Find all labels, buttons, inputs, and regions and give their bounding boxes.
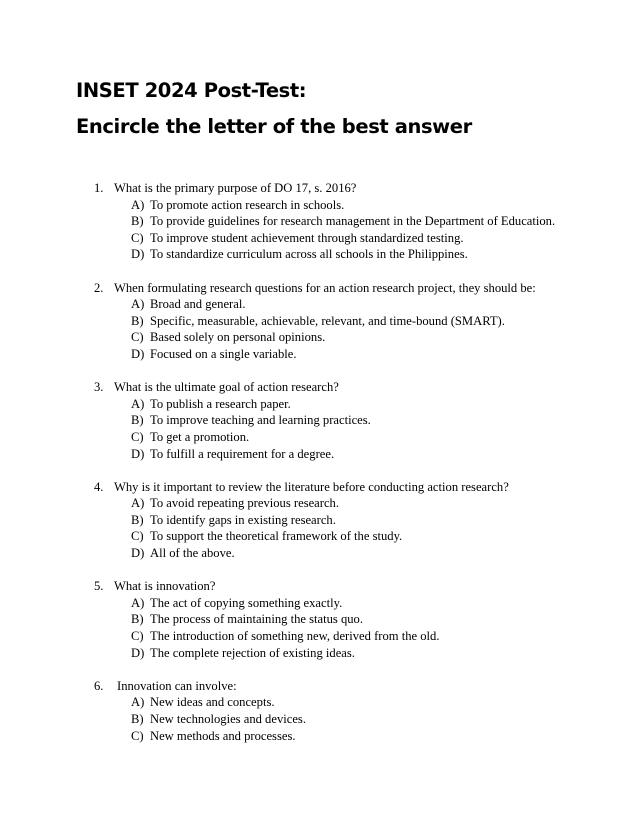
answer-option [0, 694, 638, 711]
option-text: Based solely on personal opinions. [150, 330, 326, 345]
question-number: 6. [94, 678, 104, 693]
answer-option [0, 545, 638, 562]
answer-option [0, 246, 638, 263]
answer-option [0, 329, 638, 346]
question-list [0, 180, 638, 761]
answer-option [0, 346, 638, 363]
option-letter: A) [131, 496, 145, 511]
option-letter: D) [131, 446, 145, 461]
option-text: New technologies and devices. [150, 712, 306, 726]
option-letter: B) [131, 413, 144, 428]
option-letter: C) [131, 529, 144, 544]
question-stem [0, 379, 638, 396]
question-number: 4. [94, 479, 104, 494]
question-stem [0, 678, 638, 695]
option-text: The introduction of something new, derived from the old. [150, 629, 440, 644]
question-text: Innovation can involve: [117, 678, 237, 693]
answer-option [0, 412, 638, 429]
option-text: Broad and general. [150, 297, 246, 312]
answer-option [0, 313, 638, 330]
question-stem [0, 578, 638, 595]
question-number: 1. [94, 181, 104, 195]
option-letter: B) [131, 612, 144, 627]
question-text: Why is it important to review the literature before conducting action research? [114, 479, 509, 494]
option-letter: C) [131, 230, 144, 245]
option-text: To provide guidelines for research management in the Department of Education. [150, 214, 556, 229]
option-text: New methods and processes. [150, 728, 296, 743]
question-number: 2. [94, 280, 104, 295]
option-letter: D) [131, 645, 145, 660]
option-text: To avoid repeating previous research. [150, 496, 339, 511]
question-stem [0, 479, 638, 496]
option-text: To support the theoretical framework of the study. [150, 529, 403, 544]
question-number: 5. [94, 579, 104, 594]
option-letter: C) [131, 429, 144, 444]
option-letter: D) [131, 546, 145, 561]
option-text: Focused on a single variable. [150, 346, 297, 361]
question-stem [0, 280, 638, 297]
option-text: New ideas and concepts. [150, 695, 275, 710]
option-letter: C) [131, 330, 144, 345]
option-text: All of the above. [150, 546, 235, 561]
answer-option [0, 512, 638, 529]
option-text: To publish a research paper. [150, 396, 291, 411]
option-letter: A) [131, 197, 145, 212]
question-text: What is the primary purpose of DO 17, s. 2016? [114, 181, 357, 195]
answer-option [0, 645, 638, 662]
answer-option [0, 213, 638, 230]
question-text: What is the ultimate goal of action research? [114, 380, 339, 395]
option-letter: D) [131, 346, 145, 361]
question-stem [0, 180, 638, 197]
instructions-heading: Encircle the letter of the best answer [76, 115, 472, 138]
answer-option [0, 728, 638, 745]
option-letter: B) [131, 214, 144, 229]
option-letter: A) [131, 297, 145, 312]
option-text: The act of copying something exactly. [150, 595, 343, 610]
option-letter: A) [131, 595, 145, 610]
answer-option [0, 396, 638, 413]
option-letter: B) [131, 512, 144, 527]
option-text: To standardize curriculum across all schools in the Philippines. [150, 247, 468, 262]
option-text: To get a promotion. [150, 429, 250, 444]
question-5 [0, 578, 638, 661]
answer-option [0, 230, 638, 247]
answer-option [0, 595, 638, 612]
option-text: To improve student achievement through standardized testing. [150, 230, 464, 245]
answer-option [0, 429, 638, 446]
question-text: What is innovation? [114, 579, 216, 594]
answer-option [0, 611, 638, 628]
option-letter: A) [131, 695, 145, 710]
option-text: To fulfill a requirement for a degree. [150, 446, 335, 461]
answer-option [0, 528, 638, 545]
option-text: To improve teaching and learning practices. [150, 413, 371, 428]
question-2 [0, 280, 638, 363]
answer-option [0, 711, 638, 728]
question-number: 3. [94, 380, 104, 395]
document-title: INSET 2024 Post-Test: [76, 79, 307, 102]
answer-option [0, 446, 638, 463]
option-text: To identify gaps in existing research. [150, 512, 336, 527]
option-letter: A) [131, 396, 145, 411]
option-letter: B) [131, 712, 144, 726]
question-text: When formulating research questions for an action research project, they should be: [114, 280, 536, 295]
answer-option [0, 197, 638, 214]
option-text: The complete rejection of existing ideas. [150, 645, 355, 660]
option-text: Specific, measurable, achievable, relevant, and time-bound (SMART). [150, 313, 505, 328]
answer-option [0, 495, 638, 512]
option-letter: B) [131, 313, 144, 328]
option-letter: C) [131, 629, 144, 644]
question-6 [0, 678, 638, 744]
option-letter: D) [131, 247, 145, 262]
option-text: The process of maintaining the status quo. [150, 612, 363, 627]
option-text: To promote action research in schools. [150, 197, 345, 212]
question-3 [0, 379, 638, 462]
option-letter: C) [131, 728, 144, 743]
answer-option [0, 296, 638, 313]
question-1 [0, 180, 638, 263]
answer-option [0, 628, 638, 645]
question-4 [0, 479, 638, 562]
